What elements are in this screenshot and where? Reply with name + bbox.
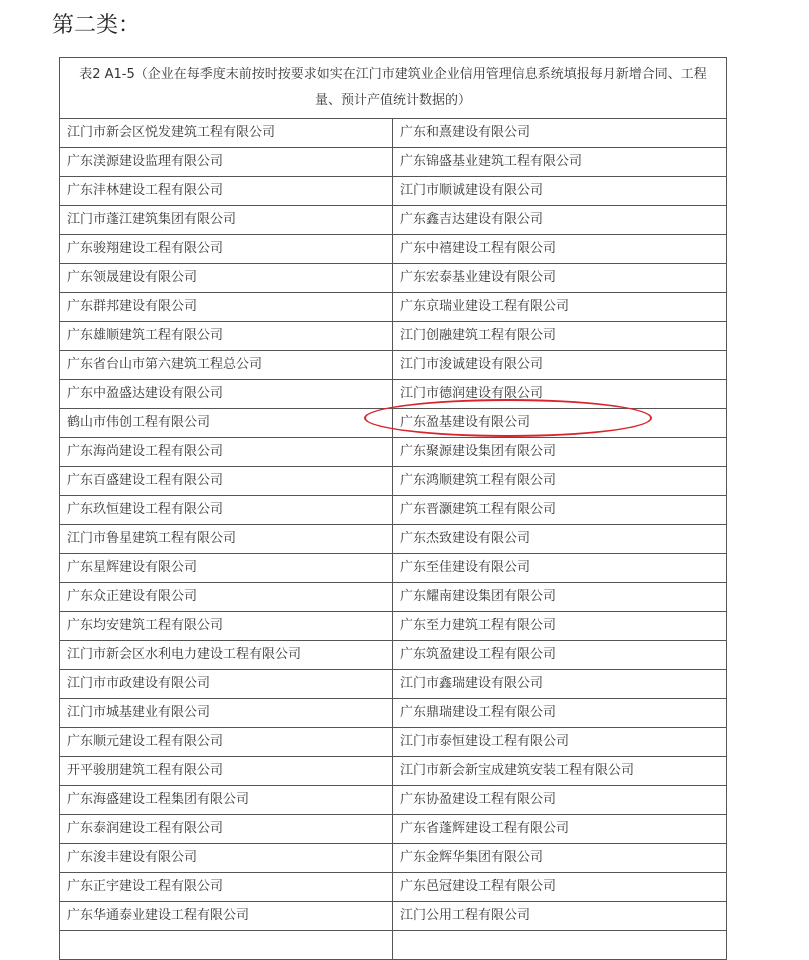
table-row: [60, 757, 727, 786]
table-row: [60, 177, 727, 206]
company-cell-right: 广东和熹建设有限公司: [393, 119, 727, 148]
table-row: [60, 815, 727, 844]
company-cell-left: 江门市城基建业有限公司: [60, 699, 393, 728]
company-cell-right: 广东鑫吉达建设有限公司: [393, 206, 727, 235]
company-cell-right: 广东至佳建设有限公司: [393, 554, 727, 583]
table-row: [60, 206, 727, 235]
company-cell-left: [60, 931, 393, 960]
table-row: [60, 235, 727, 264]
company-cell-left: 江门市新会区水利电力建设工程有限公司: [60, 641, 393, 670]
table-row: [60, 148, 727, 177]
table-row: [60, 699, 727, 728]
table-row: [60, 902, 727, 931]
company-cell-right: [393, 931, 727, 960]
table-row: [60, 670, 727, 699]
company-cell-left: 广东沣林建设工程有限公司: [60, 177, 393, 206]
table-row: [60, 322, 727, 351]
company-cell-left: 广东雄顺建筑工程有限公司: [60, 322, 393, 351]
company-cell-left: 江门市市政建设有限公司: [60, 670, 393, 699]
table-row: [60, 554, 727, 583]
company-cell-right: 广东省蓬辉建设工程有限公司: [393, 815, 727, 844]
company-cell-left: 广东华通泰业建设工程有限公司: [60, 902, 393, 931]
company-cell-right: 江门市新会新宝成建筑安装工程有限公司: [393, 757, 727, 786]
table-caption-row: [60, 58, 727, 119]
company-cell-right: 广东耀南建设集团有限公司: [393, 583, 727, 612]
company-cell-left: 广东顺元建设工程有限公司: [60, 728, 393, 757]
company-cell-left: 广东星辉建设有限公司: [60, 554, 393, 583]
company-cell-right: 江门市浚诚建设有限公司: [393, 351, 727, 380]
company-cell-right: 广东至力建筑工程有限公司: [393, 612, 727, 641]
company-cell-left: 广东海盛建设工程集团有限公司: [60, 786, 393, 815]
table-row: [60, 728, 727, 757]
table-row: [60, 293, 727, 322]
company-cell-right: 江门创融建筑工程有限公司: [393, 322, 727, 351]
table-row: [60, 351, 727, 380]
table-row: [60, 844, 727, 873]
company-cell-left: 广东玖恒建设工程有限公司: [60, 496, 393, 525]
company-cell-right: 广东筑盈建设工程有限公司: [393, 641, 727, 670]
company-cell-right: 广东中禧建设工程有限公司: [393, 235, 727, 264]
company-table: [59, 57, 727, 960]
company-cell-left: 开平骏朋建筑工程有限公司: [60, 757, 393, 786]
table-caption: 表2 A1-5（企业在每季度末前按时按要求如实在江门市建筑业企业信用管理信息系统填报每月新增合同、工程量、预计产值统计数据的）: [60, 58, 727, 119]
company-cell-right: 广东金辉华集团有限公司: [393, 844, 727, 873]
table-row: [60, 264, 727, 293]
company-cell-right: 江门市顺诚建设有限公司: [393, 177, 727, 206]
company-cell-right: 广东京瑞业建设工程有限公司: [393, 293, 727, 322]
company-cell-right: 广东协盈建设工程有限公司: [393, 786, 727, 815]
table-row: [60, 380, 727, 409]
company-cell-left: 广东众正建设有限公司: [60, 583, 393, 612]
company-cell-left: 广东领晟建设有限公司: [60, 264, 393, 293]
table-body: [60, 58, 727, 960]
company-cell-left: 江门市鲁星建筑工程有限公司: [60, 525, 393, 554]
company-cell-right: 江门市泰恒建设工程有限公司: [393, 728, 727, 757]
table-row: [60, 525, 727, 554]
table-row: [60, 612, 727, 641]
company-cell-right: 广东晋灏建筑工程有限公司: [393, 496, 727, 525]
company-cell-right: 广东邑冠建设工程有限公司: [393, 873, 727, 902]
company-cell-left: 广东泰润建设工程有限公司: [60, 815, 393, 844]
company-cell-left: 广东群邦建设有限公司: [60, 293, 393, 322]
company-cell-right: 广东鼎瑞建设工程有限公司: [393, 699, 727, 728]
company-cell-left: 广东渼源建设监理有限公司: [60, 148, 393, 177]
company-cell-left: 广东浚丰建设有限公司: [60, 844, 393, 873]
company-cell-right: 广东鸿顺建筑工程有限公司: [393, 467, 727, 496]
company-cell-right: 广东锦盛基业建筑工程有限公司: [393, 148, 727, 177]
company-cell-left: 广东中盈盛达建设有限公司: [60, 380, 393, 409]
table-row: [60, 496, 727, 525]
table-row: [60, 438, 727, 467]
company-cell-left: 广东骏翔建设工程有限公司: [60, 235, 393, 264]
table-row: [60, 786, 727, 815]
table-row: [60, 583, 727, 612]
table-row: [60, 409, 727, 438]
section-heading: 第二类：: [52, 13, 141, 38]
table-row: [60, 119, 727, 148]
company-cell-left: 广东百盛建设工程有限公司: [60, 467, 393, 496]
table-row: [60, 931, 727, 960]
company-cell-left: 江门市蓬江建筑集团有限公司: [60, 206, 393, 235]
company-cell-left: 鹤山市伟创工程有限公司: [60, 409, 393, 438]
company-cell-left: 广东海尚建设工程有限公司: [60, 438, 393, 467]
company-cell-right: 广东杰致建设有限公司: [393, 525, 727, 554]
company-cell-right: 广东聚源建设集团有限公司: [393, 438, 727, 467]
table-row: [60, 641, 727, 670]
company-cell-left: 江门市新会区悦发建筑工程有限公司: [60, 119, 393, 148]
company-cell-right: 广东宏泰基业建设有限公司: [393, 264, 727, 293]
company-cell-left: 广东正宇建设工程有限公司: [60, 873, 393, 902]
company-cell-right: 江门市鑫瑞建设有限公司: [393, 670, 727, 699]
company-cell-right: 江门市德润建设有限公司: [393, 380, 727, 409]
company-cell-right: 江门公用工程有限公司: [393, 902, 727, 931]
company-cell-left: 广东均安建筑工程有限公司: [60, 612, 393, 641]
company-cell-left: 广东省台山市第六建筑工程总公司: [60, 351, 393, 380]
table-row: [60, 467, 727, 496]
table-row: [60, 873, 727, 902]
company-cell-right: 广东盈基建设有限公司: [393, 409, 727, 438]
